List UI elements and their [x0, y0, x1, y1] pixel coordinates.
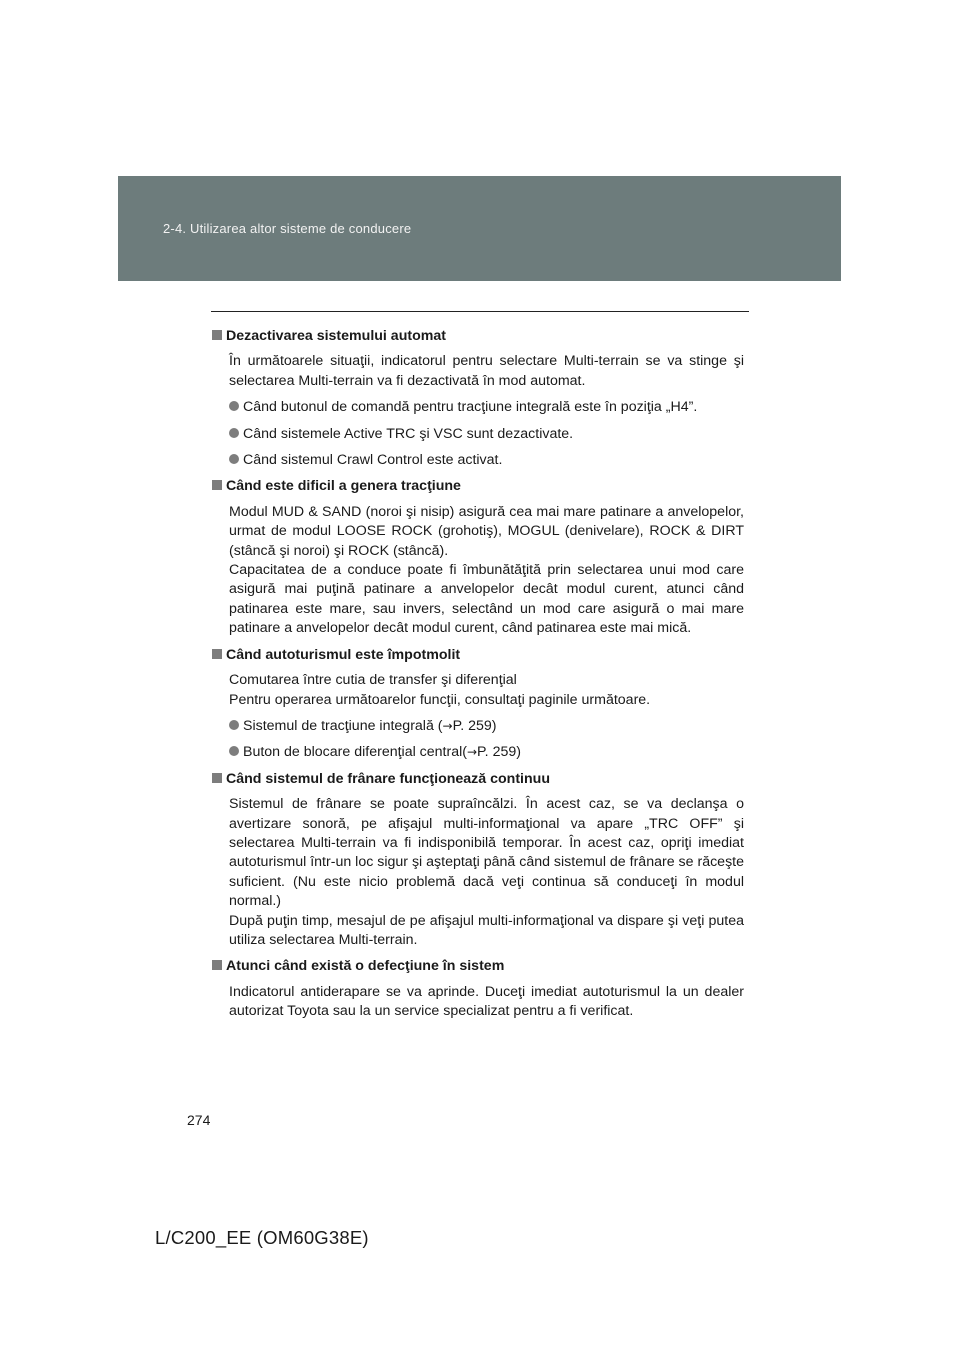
heading-automatic-deactivation: Dezactivarea sistemului automat — [212, 327, 744, 346]
square-bullet-icon — [212, 773, 222, 783]
heading-brake-continuous: Când sistemul de frânare funcţionează continuu — [212, 770, 744, 789]
paragraph: Sistemul de frânare se poate supraîncălzi. În acest caz, se va declanşa o avertizare sonoră, pe afişajul multi-informaţional va apare „TRC OFF” şi selectarea Multi-terrain va fi indisponibilă temporar. În acest caz, opriţi imediat autoturismul într-un loc sigur şi aşteptaţi până când sistemul de frânare se răceşte suficient. (Nu este nicio problemă dacă veţi continua să conduceţi în modul normal.) După puţin timp, mesajul de pe afişajul multi-informaţional va dispare şi veţi putea utiliza selectarea Multi-terrain. — [229, 796, 744, 948]
bullet-item: Sistemul de tracţiune integrală (→P. 259) — [229, 717, 744, 736]
arrow-right-icon: → — [466, 745, 478, 760]
square-bullet-icon — [212, 480, 222, 490]
heading-traction-difficulty: Când este dificil a genera tracţiune — [212, 477, 744, 496]
heading-vehicle-stuck: Când autoturismul este împotmolit — [212, 646, 744, 665]
bullet-item: Când butonul de comandă pentru tracţiune integrală este în poziţia „H4”. — [229, 398, 744, 417]
paragraph: Indicatorul antiderapare se va aprinde. Duceţi imediat autoturismul la un dealer autorizat Toyota sau la un service specializat pentru a fi verificat. — [229, 983, 744, 1020]
bullet-item: Când sistemul Crawl Control este activat. — [229, 451, 744, 470]
divider-rule — [211, 311, 749, 312]
square-bullet-icon — [212, 649, 222, 659]
paragraph: În următoarele situaţii, indicatorul pentru selectare Multi-terrain se va stinge şi selectarea Multi-terrain va fi dezactivată în mod automat. — [229, 353, 744, 389]
square-bullet-icon — [212, 960, 222, 970]
arrow-right-icon: → — [442, 718, 453, 733]
circle-bullet-icon — [229, 401, 239, 411]
circle-bullet-icon — [229, 720, 239, 730]
page-number: 274 — [187, 1112, 211, 1128]
bullet-item: Buton de blocare diferenţial central(→P. 259) — [229, 743, 744, 762]
heading-system-malfunction: Atunci când există o defecţiune în sistem — [212, 957, 744, 976]
section-header-bar — [118, 176, 841, 281]
document-code-footer: L/C200_EE (OM60G38E) — [155, 1227, 369, 1248]
paragraph: Modul MUD & SAND (noroi şi nisip) asigură cea mai mare patinare a anvelopelor, urmat de modul LOOSE ROCK (grohotiş), MOGUL (denivelare), ROCK & DIRT (stâncă şi noroi) şi ROCK (stâncă). Capacitatea de a conduce poate fi îmbunătăţită prin selectarea unui mod care asigură mai puţină patinare a anvelopelor decât modul curent, atunci când patinarea este mare, sau invers, selectând un mod care asigură o mai mare patinare a anvelopelor decât modul curent, când patinarea este mai mică. — [229, 503, 744, 637]
circle-bullet-icon — [229, 746, 239, 756]
square-bullet-icon — [212, 330, 222, 340]
section-title: 2-4. Utilizarea altor sisteme de conducere — [163, 221, 412, 236]
page-content — [212, 327, 744, 1029]
bullet-item: Când sistemele Active TRC şi VSC sunt dezactivate. — [229, 425, 744, 444]
circle-bullet-icon — [229, 428, 239, 438]
circle-bullet-icon — [229, 454, 239, 464]
paragraph: Comutarea între cutia de transfer şi diferenţial Pentru operarea următoarelor funcţii, consultaţi paginile următoare. — [229, 672, 651, 708]
